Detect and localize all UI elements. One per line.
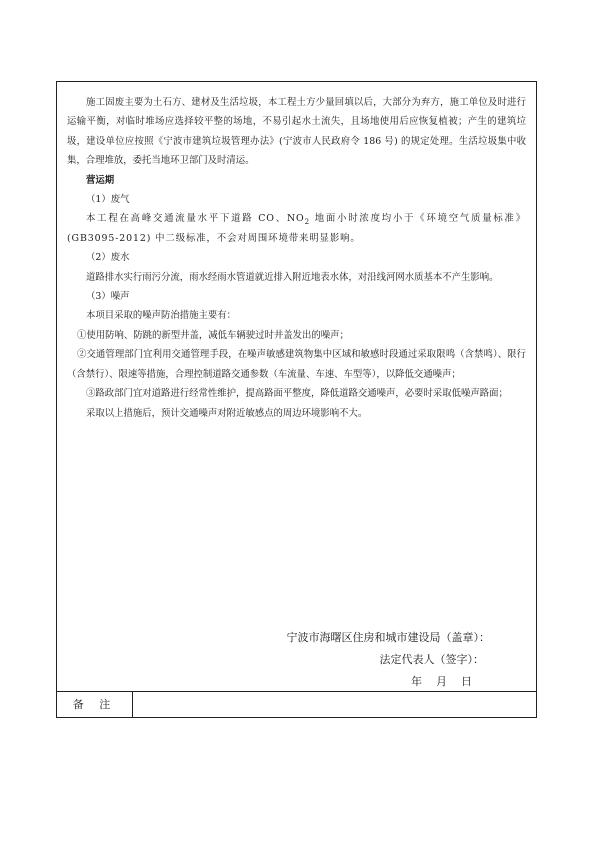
wastewater-paragraph: 道路排水实行雨污分流，雨水经雨水管道就近排入附近地表水体，对沿线河网水质基本不产生影响。 <box>86 271 499 283</box>
operation-period-heading: 营运期 <box>86 174 115 186</box>
signature-date-line: 年 月 日 <box>411 675 472 688</box>
legal-representative-line: 法定代表人（签字）： <box>379 653 484 666</box>
conclusion-paragraph: 采取以上措施后，预计交通噪声对附近敏感点的周边环境影响不大。 <box>86 407 368 419</box>
noise-measure-1: ①使用防响、防跳的新型井盖，减低车辆驶过时井盖发出的噪声； <box>77 329 349 341</box>
noise-measure-3: ③路政部门宜对道路进行经常性维护，提高路面平整度，降低道路交通噪声，必要时采取低噪声路面； <box>86 388 508 400</box>
noise-intro-paragraph: 本项目采取的噪声防治措施主要有： <box>86 310 237 322</box>
noise-heading: （3）噪声 <box>86 291 130 303</box>
opinion-content-cell <box>57 82 536 691</box>
signature-block <box>287 627 491 693</box>
no2-subscript: 2 <box>304 218 310 227</box>
exhaust-gas-paragraph <box>67 209 526 248</box>
exhaust-gas-heading: （1）废气 <box>86 194 130 206</box>
exhaust-gas-text-start: 本工程在高峰交通流量水平下道路 CO、NO <box>86 213 305 225</box>
solid-waste-paragraph: 施工固废主要为土石方、建材及生活垃圾，本工程土方少量回填以后，大部分为弃方，施工单位及时进行运输平衡，对临时堆场应选择较平整的场地，不易引起水土流失，且场地使用后应恢复植被；产生的建筑垃圾，建设单位应按照《宁波市建筑垃圾管理办法》(宁波市人民政府令 186 号) 的规定处理。生活垃圾集中收集，合理堆放，委托当地环卫部门及时清运。 <box>67 97 526 167</box>
wastewater-heading: （2）废水 <box>86 252 130 264</box>
approval-form-table <box>56 81 537 718</box>
remarks-label: 备 注 <box>57 692 133 718</box>
remarks-field <box>134 692 536 718</box>
noise-measure-2: ②交通管理部门宜利用交通管理手段，在噪声敏感建筑物集中区域和敏感时段通过采取限鸣（含禁鸣）、限行（含禁行）、限速等措施，合理控制道路交通参数（车流量、车速、车型等），以降低交通噪声； <box>67 349 526 380</box>
exhaust-gas-text-end: 地面小时浓度均小于《环境空气质量标准》(GB3095-2012) 中二级标准，不会对周围环境带来明显影响。 <box>67 213 526 244</box>
authority-seal-line: 宁波市海曙区住房和城市建设局（盖章）： <box>286 631 490 644</box>
remarks-row <box>57 691 536 718</box>
